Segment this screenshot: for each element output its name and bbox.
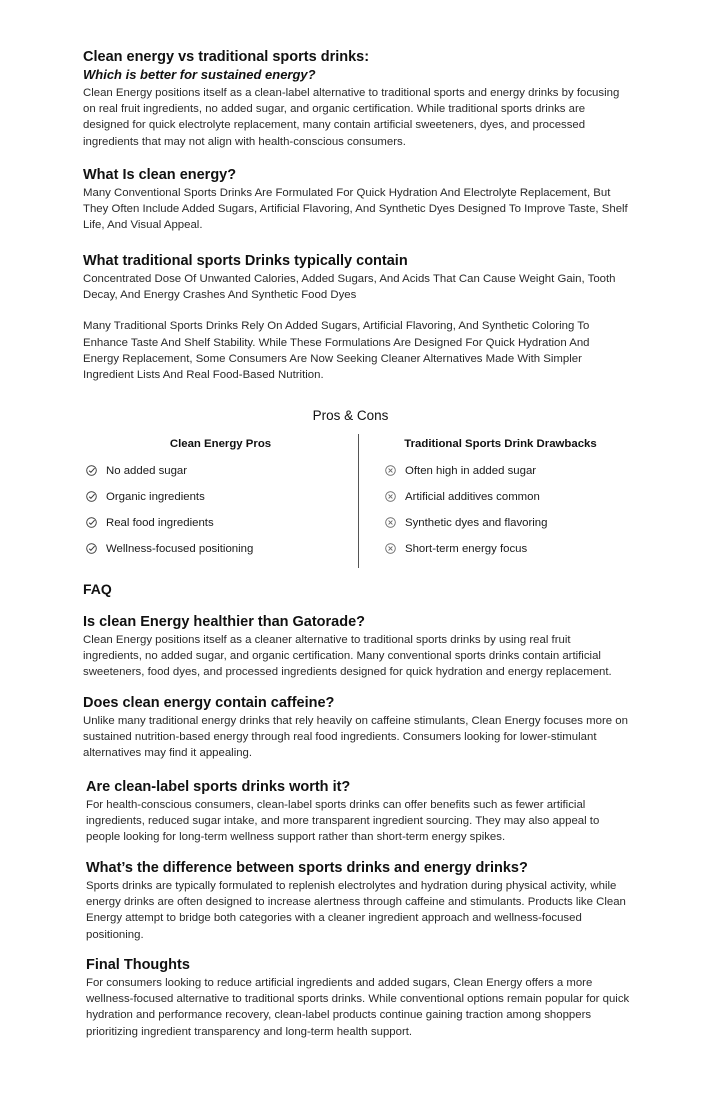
pros-cons-divider [358,434,359,568]
faq-label: FAQ [83,581,112,597]
pro-item-label: Organic ingredients [106,491,205,503]
check-circle-icon [86,517,97,528]
con-item [385,541,527,557]
check-circle-icon [86,491,97,502]
faq-answer: For health-conscious consumers, clean-label sports drinks can offer benefits such as fewer artificial ingredients, reduced sugar intake, and more transparent ingredient sourcing. They may also appeal to people looking for long-term wellness support rather than short-term energy spikes. [86,799,600,844]
final-thoughts-section [86,956,631,1040]
faq-question: Are clean-label sports drinks worth it? [86,779,351,795]
faq-question: Is clean Energy healthier than Gatorade? [83,614,366,630]
x-circle-icon [385,491,396,502]
con-item-label: Short-term energy focus [405,543,528,555]
con-item [385,489,540,505]
con-item [385,463,536,479]
intro-section [83,48,628,150]
faq-item [86,778,631,846]
cons-heading: Traditional Sports Drink Drawbacks [404,438,597,450]
what-is-body: Many Conventional Sports Drinks Are Formulated For Quick Hydration And Electrolyte Replacement, But They Often Include Added Sugars, Artificial Flavoring, And Synthetic Dyes Designed To Improve Taste, Shelf Life, And Visual Appeal. [83,187,628,232]
faq-item [83,613,628,681]
traditional-section [83,252,628,383]
faq-item [86,859,631,943]
pro-item-label: No added sugar [106,465,188,477]
pros-heading: Clean Energy Pros [169,438,272,450]
con-item [385,515,547,531]
check-circle-icon [86,543,97,554]
faq-question: Does clean energy contain caffeine? [83,695,335,711]
pros-cons-title: Pros & Cons [312,408,389,423]
faq-answer: Unlike many traditional energy drinks that rely heavily on caffeine stimulants, Clean Energy focuses more on sustained nutrition-based energy through real food ingredients. Consumers looking for lower-stimulant alternatives may find it appealing. [83,715,628,760]
what-is-title: What Is clean energy? [83,167,237,183]
con-item-label: Synthetic dyes and flavoring [405,517,548,529]
traditional-body-1: Concentrated Dose Of Unwanted Calories, Added Sugars, And Acids That Can Cause Weight Gain, Tooth Decay, And Energy Crashes And Synthetic Food Dyes [83,273,616,302]
faq-answer: Clean Energy positions itself as a cleaner alternative to traditional sports drinks by using real fruit ingredients, no added sugar, and organic certification. Many conventional sports drinks contain artificial sweeteners, food dyes, and processed ingredients designed for quick hydration and energy replacement. [83,634,612,679]
check-circle-icon [86,465,97,476]
pro-item-label: Wellness-focused positioning [106,543,254,555]
x-circle-icon [385,465,396,476]
con-item-label: Artificial additives common [405,491,540,503]
traditional-title: What traditional sports Drinks typically contain [83,253,408,269]
pro-item [86,515,214,531]
final-thoughts-body: For consumers looking to reduce artificial ingredients and added sugars, Clean Energy offers a more wellness-focused alternative to traditional sports drinks. While conventional options remain popular for quick hydration and performance recovery, clean-label products continue gaining traction among shoppers prioritizing ingredient transparency and long-term health support. [86,977,630,1038]
final-thoughts-title: Final Thoughts [86,957,190,973]
intro-subtitle: Which is better for sustained energy? [83,67,316,82]
con-item-label: Often high in added sugar [405,465,537,477]
pro-item [86,489,205,505]
intro-body: Clean Energy positions itself as a clean-label alternative to traditional sports and energy drinks by focusing on real fruit ingredients, no added sugar, and organic certification. While traditional sports drinks are designed for quick electrolyte replacement, many contain artificial sweeteners, dyes, and processed ingredients that may not align with health-conscious consumers. [83,87,620,148]
pro-item [86,463,187,479]
faq-item [83,694,628,762]
what-is-section [83,166,628,234]
pro-item [86,541,253,557]
faq-answer: Sports drinks are typically formulated to replenish electrolytes and hydration during physical activity, while energy drinks are often designed to increase alertness through caffeine and stimulants. Products like Clean Energy attempt to bridge both categories with a cleaner ingredient approach and wellness-focused positioning. [86,880,626,941]
pro-item-label: Real food ingredients [106,517,214,529]
x-circle-icon [385,517,396,528]
x-circle-icon [385,543,396,554]
traditional-body-2: Many Traditional Sports Drinks Rely On Added Sugars, Artificial Flavoring, And Synthetic Coloring To Enhance Taste And Shelf Stability. While These Formulations Are Designed For Quick Hydration And Energy Replacement, Some Consumers Are Now Seeking Cleaner Alternatives Made With Simpler Ingredient Lists And Real Food-Based Nutrition. [83,320,590,382]
pros-cons-section [83,408,628,568]
intro-title: Clean energy vs traditional sports drinks: [83,49,370,65]
faq-question: What’s the difference between sports drinks and energy drinks? [86,860,528,876]
